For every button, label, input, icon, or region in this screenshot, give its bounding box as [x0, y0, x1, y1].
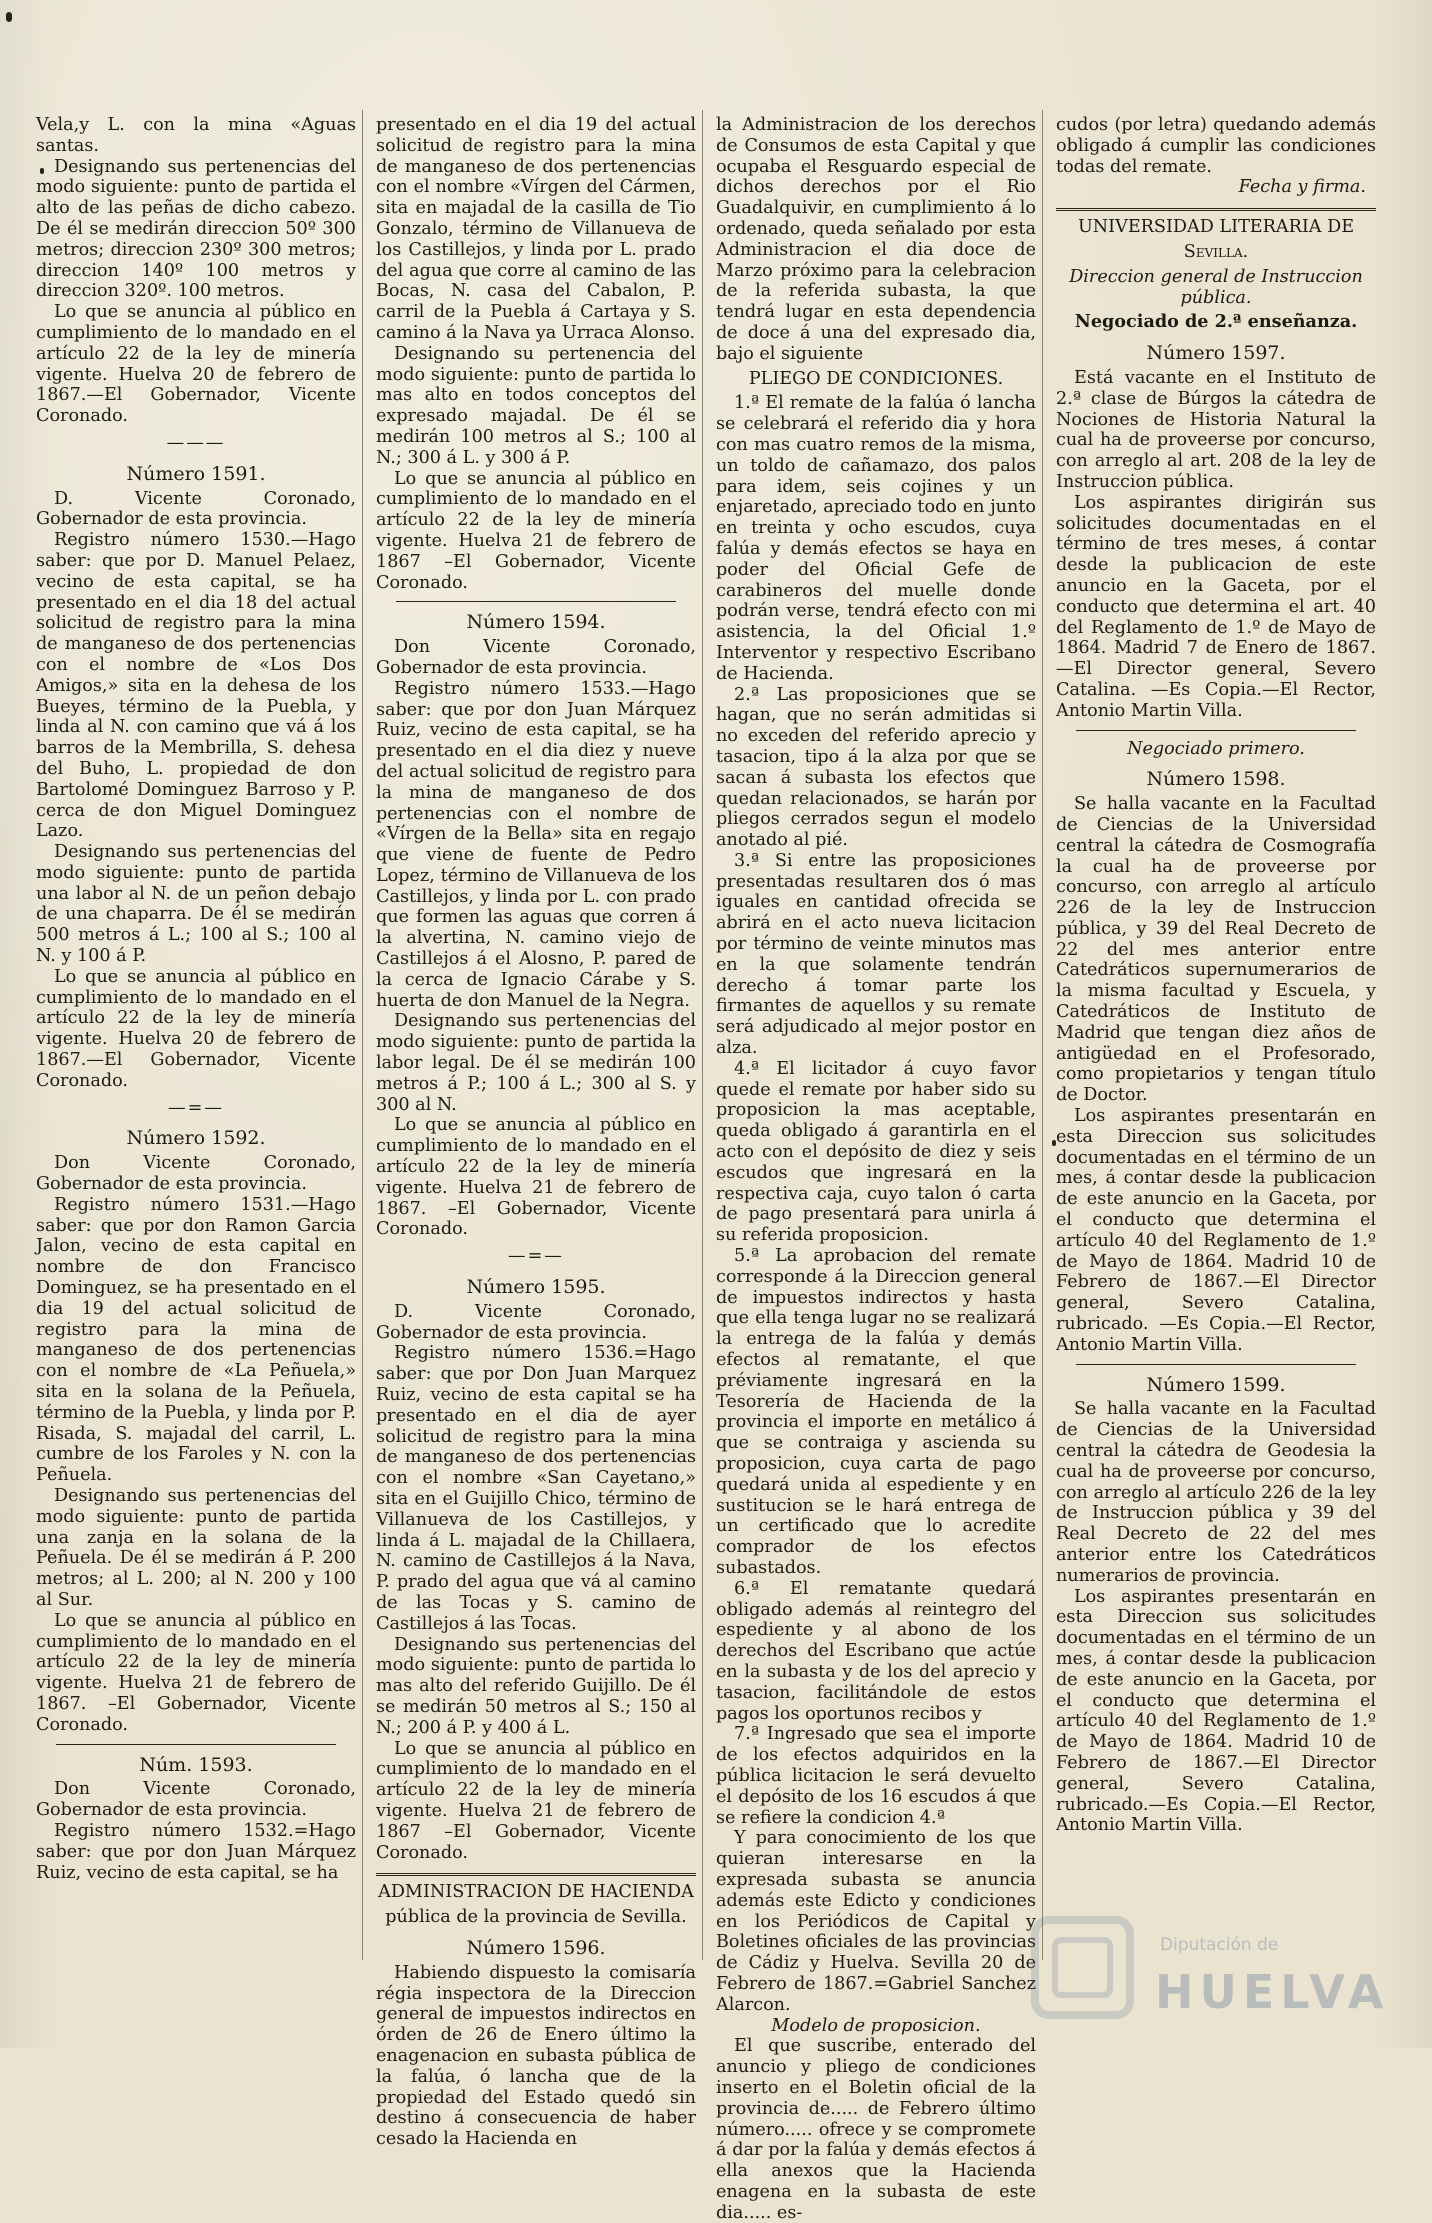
- paragraph: Designando su pertenencia del modo siguiente: punto de partida lo mas alto en todos conceptos del expresado majadal. De él se medirán 100 metros al S.; 100 al N.; 300 á L. y 300 á P.: [376, 343, 696, 468]
- notice-number: Número 1598.: [1146, 768, 1286, 791]
- paragraph: Lo que se anuncia al público en cumplimiento de lo mandado en el artículo 22 de la ley de minería vigente. Huelva 20 de febrero de 1867.—El Gobernador, Vicente Coronado.: [36, 966, 356, 1091]
- paragraph: la Administracion de los derechos de Consumos de esta Capital y que ocupaba el Resguardo especial de dichos derechos por el Rio Guadalquivir, en cumplimiento á lo ordenado, queda señalado por esta Administracion el dia doce de Marzo próximo para la celebracion de la referida subasta, la que tendrá lugar en esta dependencia de doce á una del expresado dia, bajo el siguiente: [716, 115, 1036, 364]
- column-1: [36, 115, 356, 1995]
- paragraph: El que suscribe, enterado del anuncio y pliego de condiciones inserto en el Boletin oficial de la provincia de..... de Febrero último número..... ofrece y se compromete á dar por la falúa y demás efectos á ella anexos que la Hacienda enagena en la subasta de este dia..... es-: [716, 2036, 1036, 2223]
- governor-line: D. Vicente Coronado, Gobernador de esta provincia.: [376, 1301, 696, 1343]
- paragraph: Designando sus pertenencias del modo siguiente: punto de partida una labor al N. de un peñon debajo de una chaparra. De él se medirán 500 metros á L.; 100 al S.; 100 al N. y 100 á P.: [36, 842, 356, 967]
- paragraph: Lo que se anuncia al público en cumplimiento de lo mandado en el artículo 22 de la ley de minería vigente. Huelva 21 de febrero de 1867 –El Gobernador, Vicente Coronado.: [376, 468, 696, 593]
- notice-number: Número 1594.: [466, 611, 606, 634]
- section-title: ADMINISTRACION DE HACIENDA: [378, 1882, 694, 1903]
- paragraph: Lo que se anuncia al público en cumplimiento de lo mandado en el artículo 22 de la ley de minería vigente. Huelva 20 de febrero de 1867.—El Gobernador, Vicente Coronado.: [36, 302, 356, 427]
- section-subtitle: Sevilla.: [1183, 241, 1249, 262]
- notice-number: Número 1595.: [466, 1276, 606, 1299]
- paragraph: Los aspirantes presentarán en esta Direccion sus solicitudes documentadas en el término de un mes, á contar desde la publicacion de este anuncio en la Gaceta, por el conducto que determina el artículo 40 del Reglamento de 1.º de Mayo de 1864. Madrid 10 de Febrero de 1867.—El Director general, Severo Catalina, rubricado. —Es Copia.—El Rector, Antonio Martin Villa.: [1056, 1106, 1376, 1355]
- governor-line: Don Vicente Coronado, Gobernador de esta provincia.: [36, 1153, 356, 1195]
- paragraph: Se halla vacante en la Facultad de Ciencias de la Universidad central la cátedra de Geodesia la cual ha de proveerse por concurso, con arreglo al artículo 226 de la ley de Instruccion pública y 39 del Real Decreto de 22 del mes anterior entre los Catedráticos numerarios de provincia.: [1056, 1399, 1376, 1586]
- paragraph: Los aspirantes dirigirán sus solicitudes documentadas en el término de tres meses, á contar desde la publicacion de este anuncio en la Gaceta, por el conducto que determina el art. 40 del Reglamento de 1.º de Mayo de 1864. Madrid 7 de Enero de 1867.—El Director general, Severo Catalina. —Es Copia.—El Rector, Antonio Martin Villa.: [1056, 492, 1376, 721]
- section-title: UNIVERSIDAD LITERARIA DE: [1077, 217, 1355, 238]
- condition: 2.ª Las proposiciones que se hagan, que no serán admitidas si no exceden del referido aprecio y tasacion, tipo á la alza por que se sacan á subasta los efectos que quedan relacionados, se harán por pliegos cerrados segun el modelo anotado al pié.: [716, 684, 1036, 851]
- divider: [1076, 730, 1356, 731]
- notice-number: Número 1597.: [1146, 342, 1286, 365]
- column-2: [376, 115, 696, 2150]
- notice-number: Número 1591.: [126, 462, 266, 485]
- column-rule: [702, 110, 703, 1960]
- model-heading: Modelo de proposicion.: [771, 2015, 981, 2036]
- condition: 6.ª El rematante quedará obligado además al reintegro del espediente y al abono de los derechos del Escribano que actúe en la subasta y de los del aprecio y tasacion, facilitándole de estos pagos los oportunos recibos y: [716, 1578, 1036, 1724]
- paragraph: Lo que se anuncia al público en cumplimiento de lo mandado en el artículo 22 de la ley de minería vigente. Huelva 21 de febrero de 1867. –El Gobernador, Vicente Coronado.: [36, 1610, 356, 1735]
- section-subtitle: pública de la provincia de Sevilla.: [385, 1907, 687, 1928]
- paragraph: Lo que se anuncia al público en cumplimiento de lo mandado en el artículo 22 de la ley de minería vigente. Huelva 21 de febrero de 1867. –El Gobernador, Vicente Coronado.: [376, 1115, 696, 1240]
- paragraph: Designando sus pertenencias del modo siguiente: punto de partida la labor legal. De él se medirán 100 metros á P.; 100 á L.; 300 al S. y 300 al N.: [376, 1011, 696, 1115]
- section-subtitle: Negociado de 2.ª enseñanza.: [1074, 311, 1358, 333]
- section-rule: [1056, 208, 1376, 211]
- column-rule: [1042, 110, 1043, 1960]
- ink-speck: [40, 168, 44, 174]
- paragraph: Designando sus pertenencias del modo siguiente: punto de partida el alto de las peñas de dicho cabezo. De él se medirán direccion 50º 300 metros; direccion 230º 300 metros; direccion 140º 100 metros y direccion 320º. 100 metros.: [36, 156, 356, 302]
- divider: [396, 601, 676, 602]
- condition: 3.ª Si entre las proposiciones presentadas resultaren dos ó mas iguales en cantidad ofrecida se abrirá en el acto nueva licitacion por término de veinte minutos mas en la que solamente tendrán derecho á tomar parte los firmantes de aquellos y su remate será adjudicado al mejor postor en alza.: [716, 850, 1036, 1059]
- column-4: [1056, 115, 1376, 1995]
- separator: ———: [166, 432, 226, 453]
- section-title: PLIEGO DE CONDICIONES.: [748, 368, 1004, 389]
- paragraph: Se halla vacante en la Facultad de Ciencias de la Universidad central la cátedra de Cosmografía la cual ha de proveerse por concurso, con arreglo al artículo 226 de la ley de Instruccion pública, y 39 del Real Decreto de 22 del mes anterior entre Catedráticos supernumerarios de la misma facultad y Escuela, y Catedráticos de Instituto de Madrid que tengan diez años de antigüedad en el Profesorado, como propietarios y tengan título de Doctor.: [1056, 794, 1376, 1106]
- notice-number: Núm. 1593.: [139, 1753, 253, 1776]
- section-subtitle: Direccion general de Instruccion pública.: [1069, 266, 1363, 308]
- separator: —=—: [168, 1097, 224, 1118]
- paragraph: Registro número 1533.—Hago saber: que por don Juan Márquez Ruiz, vecino de esta capital, se ha presentado en el dia diez y nueve del actual solicitud de registro para la mina de manganeso de dos pertenencias con el nombre de «Vírgen de la Bella» sita en regajo que viene de fuente de Pedro Lopez, término de Villanueva de los Castillejos, y linda por L. con prado que formen las aguas que corren á la alvertina, N. camino viejo de Castillejos á el Alosno, P. pared de la cerca de Ignacio Cárabe y S. huerta de don Manuel de la Negra.: [376, 678, 696, 1011]
- governor-line: Don Vicente Coronado, Gobernador de esta provincia.: [376, 637, 696, 678]
- paragraph: Designando sus pertenencias del modo siguiente: punto de partida una zanja en la solana de la Peñuela. De él se medirán á P. 200 metros; al L. 200; al N. 200 y 100 al Sur.: [36, 1486, 356, 1610]
- governor-line: Don Vicente Coronado, Gobernador de esta provincia.: [36, 1779, 356, 1821]
- paragraph: Y para conocimiento de los que quieran interesarse en la expresada subasta se anuncia además este Edicto y condiciones en los Periódicos de Capital y Boletines oficiales de las provincias de Cádiz y Huelva. Sevilla 20 de Febrero de 1867.=Gabriel Sanchez Alarcon.: [716, 1828, 1036, 2015]
- watermark-text: HUELVA: [1155, 1965, 1390, 2019]
- watermark-text: Diputación de: [1160, 1935, 1279, 1955]
- paragraph: Los aspirantes presentarán en esta Direccion sus solicitudes documentadas en el término de un mes, á contar desde la publicacion de este anuncio en la Gaceta, por el conducto que determina el artículo 40 del Reglamento de 1.º de Mayo de 1864. Madrid 10 de Febrero de 1867.—El Director general, Severo Catalina, rubricado.—Es Copia.—El Rector, Antonio Martin Villa.: [1056, 1586, 1376, 1836]
- divider: [1076, 1364, 1356, 1365]
- ink-speck: [1052, 1140, 1056, 1146]
- ink-speck: [6, 12, 12, 22]
- condition: 1.ª El remate de la falúa ó lancha se celebrará el referido dia y hora con mas cuatro remos de la misma, un toldo de cañamazo, dos palos para idem, seis cojines y un enjaretado, apreciado todo en junto en treinta y ocho escudos, cuya falúa y demás efectos se haya en poder del Oficial Gefe de carabineros del muelle donde podrán verse, tendrá efecto con mi asistencia, la del Oficial 1.º Interventor y respectivo Escribano de Hacienda.: [716, 393, 1036, 684]
- paragraph: Lo que se anuncia al público en cumplimiento de lo mandado en el artículo 22 de la ley de minería vigente. Huelva 21 de febrero de 1867 –El Gobernador, Vicente Coronado.: [376, 1738, 696, 1863]
- signature-line: Fecha y firma.: [1238, 177, 1366, 198]
- column-3: [716, 115, 1036, 2223]
- divider: [56, 1744, 336, 1745]
- notice-number: Número 1592.: [126, 1127, 266, 1150]
- paragraph: cudos (por letra) quedando además obligado á cumplir las condiciones todas del remate.: [1056, 115, 1376, 177]
- notice-number: Número 1599.: [1146, 1373, 1286, 1396]
- paragraph: presentado en el dia 19 del actual solicitud de registro para la mina de manganeso de dos pertenencias con el nombre «Vírgen del Cármen, sita en majadal de la casilla de Tio Gonzalo, término de Villanueva de los Castillejos, y linda por L. prado del agua que corre al camino de las Bocas, N. casa del Cabalon, P. carril de la Puebla á Cartaya y S. camino á la Nava ya Urraca Alonso.: [376, 115, 696, 343]
- paragraph: Registro número 1531.—Hago saber: que por don Ramon Garcia Jalon, vecino de esta capital en nombre de don Francisco Dominguez, se ha presentado en el dia 19 del actual solicitud de registro para la mina de manganeso de dos pertenencias con el nombre de «La Peñuela,» sita en la solana de la Peñuela, término de la Puebla, y linda por P. Risada, S. majadal del carril, L. cumbre de los Faroles y N. con la Peñuela.: [36, 1194, 356, 1486]
- condition: 4.ª El licitador á cuyo favor quede el remate por haber sido su proposicion la mas aceptable, queda obligado á garantirla en el acto con el depósito de diez y seis escudos que ingresará en la respectiva caja, cuyo talon ó carta de pago presentará para unirla á su referida proposicion.: [716, 1058, 1036, 1246]
- section-rule: [376, 1873, 696, 1876]
- paragraph: Está vacante en el Instituto de 2.ª clase de Búrgos la cátedra de Nociones de Historia Natural la cual ha de proveerse por concurso, con arreglo al art. 208 de la ley de Instruccion pública.: [1056, 367, 1376, 492]
- paragraph: Vela,y L. con la mina «Aguas santas.: [36, 115, 356, 156]
- notice-number: Número 1596.: [466, 1936, 606, 1959]
- column-rule: [362, 110, 363, 1960]
- condition: 7.ª Ingresado que sea el importe de los efectos adquiridos en la pública licitacion le será devuelto el depósito de los 16 escudos á que se refiere la condicion 4.ª: [716, 1724, 1036, 1828]
- section-subtitle: Negociado primero.: [1127, 738, 1305, 759]
- paragraph: Habiendo dispuesto la comisaría régia inspectora de la Direccion general de impuestos indirectos en órden de 26 de Enero último la enagenacion en subasta pública de la falúa, ó lancha que de la propiedad del Estado quedó sin destino á consecuencia de haber cesado la Hacienda en: [376, 1962, 696, 2150]
- separator: —=—: [508, 1246, 564, 1267]
- paragraph: Registro número 1532.=Hago saber: que por don Juan Márquez Ruiz, vecino de esta capital, se ha: [36, 1820, 356, 1883]
- condition: 5.ª La aprobacion del remate corresponde á la Direccion general de impuestos indirectos y hasta que ella tenga lugar no se realizará la entrega de la falúa y demás efectos al rematante, el que préviamente ingresará en la Tesorería de Hacienda de la provincia el importe en metálico á que se contraiga y ascienda su proposicion, cuya carta de pago quedará unida al espediente y en sustitucion se le hará entrega de un certificado que lo acredite comprador de los efectos subastados.: [716, 1246, 1036, 1578]
- paragraph: Designando sus pertenencias del modo siguiente: punto de partida lo mas alto del referido Guijillo. De él se medirán 50 metros al S.; 150 al N.; 200 á P. y 400 á L.: [376, 1634, 696, 1738]
- paragraph: Registro número 1536.=Hago saber: que por Don Juan Marquez Ruiz, vecino de esta capital se ha presentado en el dia de ayer solicitud de registro para la mina de manganeso de dos pertenencias con el nombre «San Cayetano,» sita en el Guijillo Chico, término de Villanueva de los Castillejos, y linda á L. majadal de la Chillaera, N. camino de Castillejos á la Nava, P. prado del agua que vá al camino de las Tocas y S. camino de Castillejos á las Tocas.: [376, 1343, 696, 1634]
- paragraph: Registro número 1530.—Hago saber: que por D. Manuel Pelaez, vecino de esta capital, se ha presentado en el dia 18 del actual solicitud de registro para la mina de manganeso de dos pertenencias con el nombre de «Los Dos Amigos,» sita en la dehesa de los Bueyes, término de la Puebla, y linda al N. con camino que vá á los barros de la Membrilla, S. dehesa del Buho, L. propiedad de don Bartolomé Dominguez Barroso y P. cerca de don Miguel Dominguez Lazo.: [36, 530, 356, 842]
- governor-line: D. Vicente Coronado, Gobernador de esta provincia.: [36, 488, 356, 530]
